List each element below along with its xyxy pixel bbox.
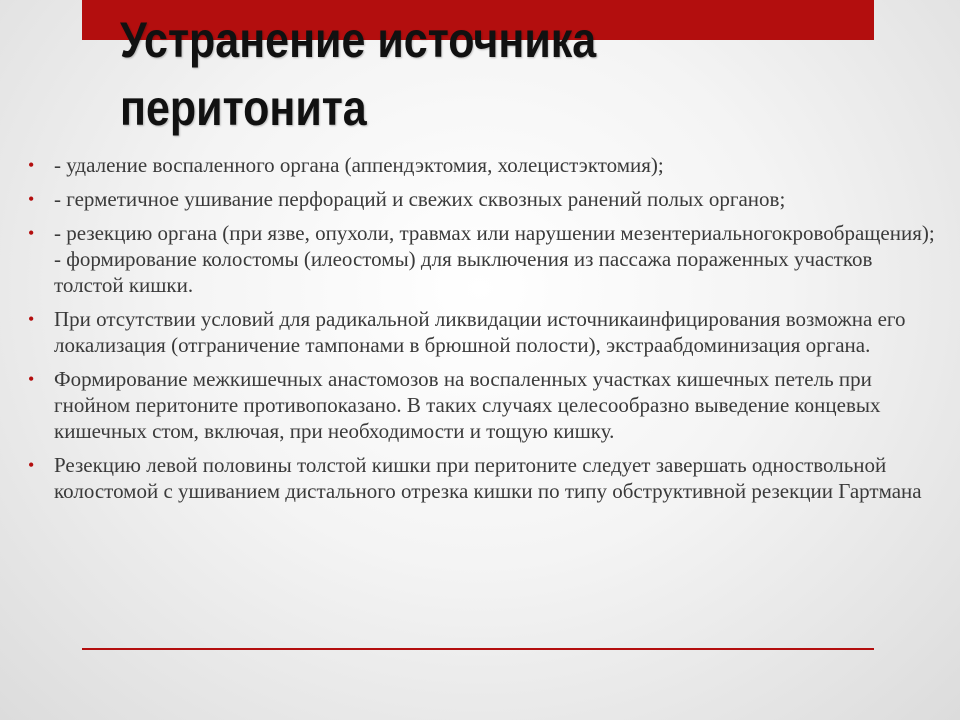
slide-title-line-2: перитонита — [120, 80, 367, 136]
bullet-text: - удаление воспаленного органа (аппендэктомия, холецистэктомия); — [54, 153, 664, 177]
bullet-text: - резекцию органа (при язве, опухоли, травмах или нарушении мезентериальногокровобращения); - формирование колостомы (илеостомы) для выключения из пассажа пораженных участков толстой кишки. — [54, 221, 935, 297]
bullet-icon: • — [28, 309, 35, 329]
slide-title — [120, 6, 774, 142]
bullet-item — [28, 306, 940, 358]
slide-title-line-1: Устранение источника — [120, 12, 597, 68]
bullet-icon: • — [28, 155, 35, 175]
bullet-item — [28, 366, 940, 444]
bullet-icon: • — [28, 189, 35, 209]
bullet-list — [28, 152, 940, 512]
bullet-text: Резекцию левой половины толстой кишки при перитоните следует завершать одноствольной колостомой с ушиванием дистального отрезка кишки по типу обструктивной резекции Гартмана — [54, 453, 922, 503]
bullet-icon: • — [28, 455, 35, 475]
bullet-text: При отсутствии условий для радикальной ликвидации источникаинфицирования возможна его локализация (отграничение тампонами в брюшной полости), экстраабдоминизация органа. — [54, 307, 906, 357]
bullet-item — [28, 452, 940, 504]
bullet-text: Формирование межкишечных анастомозов на воспаленных участках кишечных петель при гнойном перитоните противопоказано. В таких случаях целесообразно выведение концевых кишечных стом, включая, при необходимости и тощую кишку. — [54, 367, 881, 443]
bullet-item — [28, 186, 940, 212]
bullet-icon: • — [28, 369, 35, 389]
bullet-item — [28, 220, 940, 298]
bottom-accent-rule — [82, 648, 874, 650]
bullet-text: - герметичное ушивание перфораций и свежих сквозных ранений полых органов; — [54, 187, 786, 211]
bullet-item — [28, 152, 940, 178]
bullet-icon: • — [28, 223, 35, 243]
